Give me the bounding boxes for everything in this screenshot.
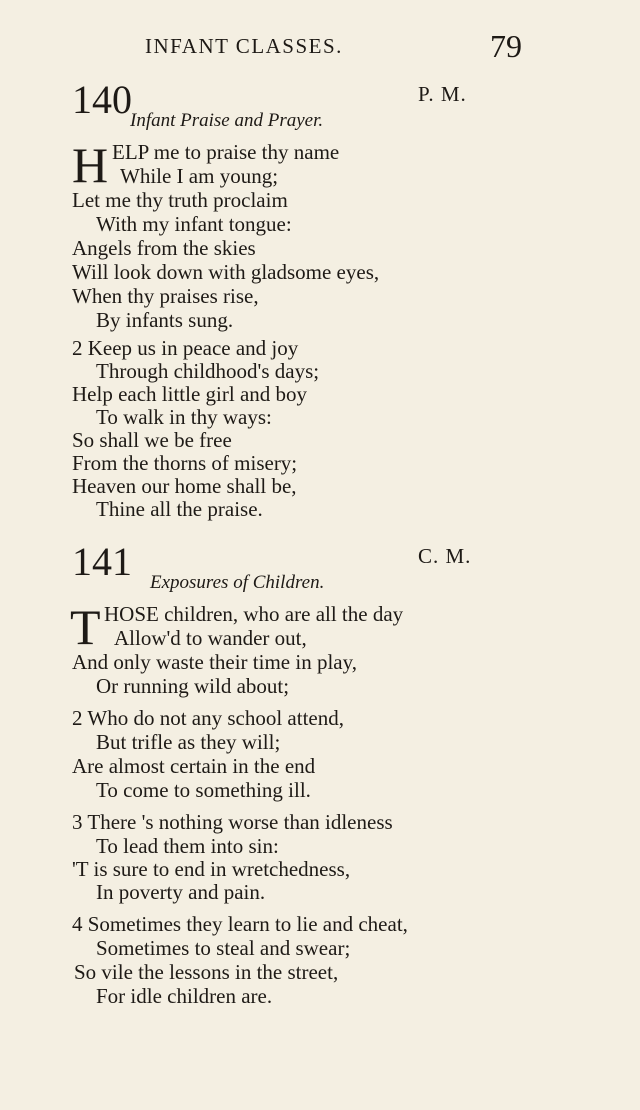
verse-line: 3 There 's nothing worse than idleness xyxy=(72,810,393,834)
verse-line: So shall we be free xyxy=(72,428,232,452)
page-number: 79 xyxy=(490,28,522,64)
drop-cap: T xyxy=(70,599,101,655)
verse-line: To lead them into sin: xyxy=(96,834,279,858)
verse-line: For idle children are. xyxy=(96,984,273,1008)
verse-line: But trifle as they will; xyxy=(96,730,281,754)
verse-line: So vile the lessons in the street, xyxy=(74,960,339,984)
verse-line: And only waste their time in play, xyxy=(72,650,357,674)
verse-line: In poverty and pain. xyxy=(96,880,266,904)
hymn-number: 140 xyxy=(72,77,132,122)
verse-line: Or running wild about; xyxy=(96,674,290,698)
verse-line: While I am young; xyxy=(120,164,279,188)
drop-cap: H xyxy=(72,137,109,193)
verse-line: To come to something ill. xyxy=(96,778,311,802)
verse-line: HOSE children, who are all the day xyxy=(104,602,404,626)
hymn-meter: P. M. xyxy=(418,82,467,106)
verse-line: Angels from the skies xyxy=(72,236,256,260)
hymn-meter: C. M. xyxy=(418,544,472,568)
page-header xyxy=(0,30,640,70)
running-title: INFANT CLASSES. xyxy=(145,34,343,58)
verse-line: Through childhood's days; xyxy=(96,359,320,383)
verse-line: 2 Keep us in peace and joy xyxy=(72,336,299,360)
hymn-subtitle: Infant Praise and Prayer. xyxy=(130,110,324,131)
verse-line: When thy praises rise, xyxy=(72,284,259,308)
verse-line: With my infant tongue: xyxy=(96,212,292,236)
verse-line: Are almost certain in the end xyxy=(72,754,316,778)
verse-line: From the thorns of misery; xyxy=(72,451,298,475)
verse-line: Help each little girl and boy xyxy=(72,382,308,406)
verse-line: ELP me to praise thy name xyxy=(112,140,340,164)
verse-line: To walk in thy ways: xyxy=(96,405,272,429)
verse-line: By infants sung. xyxy=(96,308,234,332)
verse-line: Thine all the praise. xyxy=(96,497,263,521)
verse-line: Allow'd to wander out, xyxy=(114,626,307,650)
hymn-number: 141 xyxy=(72,539,132,584)
verse-line: Will look down with gladsome eyes, xyxy=(72,260,380,284)
verse-line: Sometimes to steal and swear; xyxy=(96,936,351,960)
verse-line: 2 Who do not any school attend, xyxy=(72,706,344,730)
verse-line: 'T is sure to end in wretchedness, xyxy=(72,857,351,881)
hymn-subtitle: Exposures of Children. xyxy=(150,572,325,593)
verse-line: Let me thy truth proclaim xyxy=(72,188,288,212)
verse-line: 4 Sometimes they learn to lie and cheat, xyxy=(72,912,408,936)
verse-line: Heaven our home shall be, xyxy=(72,474,297,498)
